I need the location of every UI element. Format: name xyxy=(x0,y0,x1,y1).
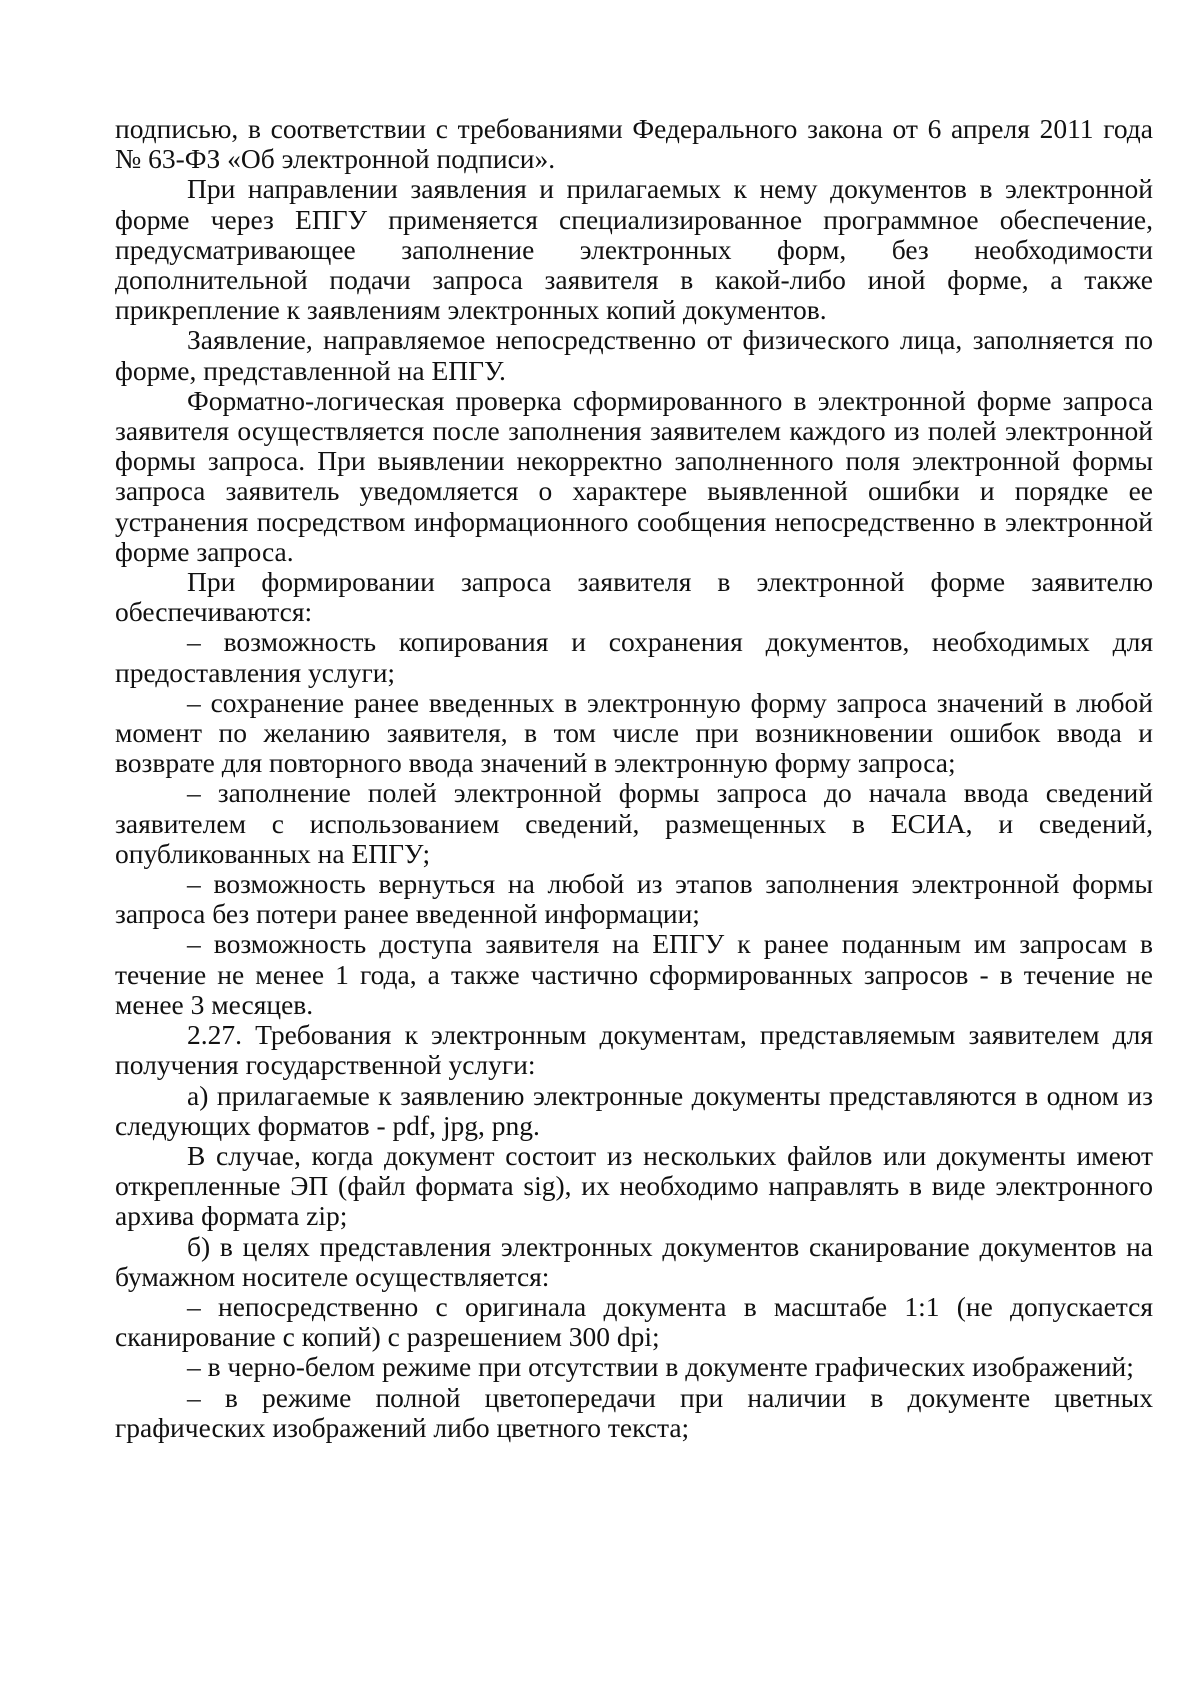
list-item-formats: а) прилагаемые к заявлению электронные документы представляются в одном из следующих форматов - pdf, jpg, png. xyxy=(115,1079,1153,1141)
list-item-access-requests: – возможность доступа заявителя на ЕПГУ к ранее поданным им запросам в течение не менее 1 года, а также частично сформированных запросов - в течение не менее 3 месяцев. xyxy=(115,928,1153,1020)
paragraph-epgu-software: При направлении заявления и прилагаемых к нему документов в электронной форме через ЕПГУ применяется специализированное программное обеспечение, предусматривающее заполнение электронных форм, без необходимости дополнительной подачи запроса заявителя в какой-либо иной форме, а также прикрепление к заявлениям электронных копий документов. xyxy=(115,173,1153,326)
paragraph-zip-archive: В случае, когда документ состоит из нескольких файлов или документы имеют открепленные ЭП (файл формата sig), их необходимо направлять в виде электронного архива формата zip; xyxy=(115,1139,1153,1232)
list-item-scanning: б) в целях представления электронных документов сканирование документов на бумажном носителе осуществляется: xyxy=(115,1230,1153,1292)
list-item-scan-original: – непосредственно с оригинала документа в масштабе 1:1 (не допускается сканирование с копий) с разрешением 300 dpi; xyxy=(115,1290,1153,1353)
list-item-black-white: – в черно-белом режиме при отсутствии в документе графических изображений; xyxy=(187,1351,1134,1383)
paragraph-application-form: Заявление, направляемое непосредственно от физического лица, заполняется по форме, представленной на ЕПГУ. xyxy=(115,324,1153,386)
list-item-save-values: – сохранение ранее введенных в электронную форму запроса значений в любой момент по желанию заявителя, в том числе при возникновении ошибок ввода и возврате для повторного ввода значений в электронную форму запроса; xyxy=(115,686,1153,779)
paragraph-format-logical-check: Форматно-логическая проверка сформированного в электронной форме запроса заявителя осуществляется после заполнения заявителем каждого из полей электронной формы запроса. При выявлении некорректно заполненного поля электронной формы запроса заявитель уведомляется о характере выявленной ошибки и порядке ее устранения посредством информационного сообщения непосредственно в электронной форме запроса. xyxy=(115,384,1153,567)
section-2-27-heading: 2.27. Требования к электронным документам, представляемым заявителем для получения государственной услуги: xyxy=(115,1019,1153,1081)
paragraph-electronic-signature-continuation: подписью, в соответствии с требованиями Федерального закона от 6 апреля 2011 года № 63-ФЗ «Об электронной подписи». xyxy=(115,113,1153,175)
list-item-full-color: – в режиме полной цветопередачи при наличии в документе цветных графических изображений либо цветного текста; xyxy=(115,1381,1153,1443)
paragraph-provisions-intro: При формировании запроса заявителя в электронной форме заявителю обеспечиваются: xyxy=(115,566,1153,628)
document-page xyxy=(115,114,1153,1443)
list-item-copy-save: – возможность копирования и сохранения документов, необходимых для предоставления услуги; xyxy=(115,626,1153,688)
list-item-prefill-esia: – заполнение полей электронной формы запроса до начала ввода сведений заявителем с использованием сведений, размещенных в ЕСИА, и сведений, опубликованных на ЕПГУ; xyxy=(115,777,1153,869)
list-item-return-to-step: – возможность вернуться на любой из этапов заполнения электронной формы запроса без потери ранее введенной информации; xyxy=(115,868,1153,930)
